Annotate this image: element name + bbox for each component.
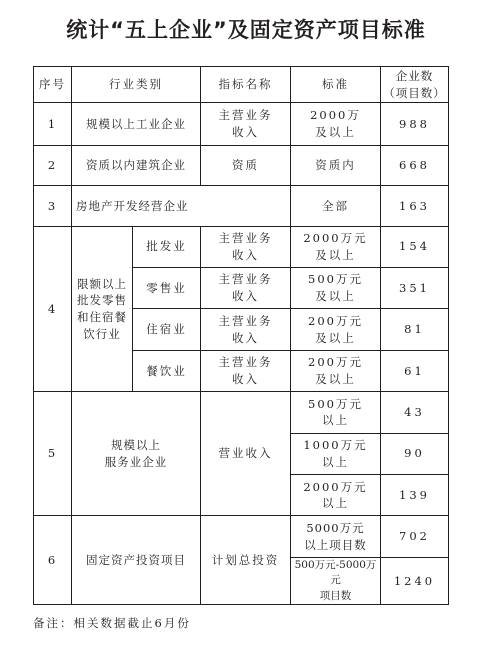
standards-table bbox=[33, 66, 449, 605]
standard-line1: 200万元 bbox=[308, 313, 363, 328]
standard-line1: 200万元 bbox=[308, 355, 363, 370]
header-count-line2: （项目数） bbox=[383, 85, 446, 100]
standard-line1: 2000万元 bbox=[303, 231, 368, 246]
standard-line2: 及以上 bbox=[315, 289, 356, 304]
row-count: 43 bbox=[381, 392, 449, 433]
table-row bbox=[34, 516, 449, 557]
indicator-line2: 收入 bbox=[232, 371, 259, 386]
indicator-line1: 主营业务 bbox=[218, 355, 273, 370]
row-indicator bbox=[201, 103, 291, 145]
row-standard bbox=[291, 350, 381, 391]
category-line2: 服务业企业 bbox=[104, 454, 168, 469]
row-indicator: 计划总投资 bbox=[201, 516, 291, 605]
standard-line1: 2000万 bbox=[310, 108, 361, 123]
row-standard bbox=[291, 516, 381, 557]
row-standard bbox=[291, 474, 381, 515]
standard-line1: 500万元 bbox=[308, 396, 363, 411]
row-standard: 全部 bbox=[291, 186, 381, 226]
row-category: 固定资产投资项目 bbox=[72, 516, 201, 605]
row-indicator bbox=[201, 267, 291, 308]
indicator-line1: 主营业务 bbox=[218, 231, 273, 246]
row-subcategory: 零售业 bbox=[133, 267, 201, 308]
standard-line2: 以上 bbox=[322, 496, 349, 511]
row-count: 139 bbox=[381, 474, 449, 515]
header-count bbox=[381, 67, 449, 103]
standard-line2: 及以上 bbox=[315, 125, 356, 140]
table-row bbox=[34, 226, 449, 267]
row-seq: 2 bbox=[34, 145, 72, 185]
row-indicator bbox=[201, 226, 291, 267]
table-row bbox=[34, 145, 449, 185]
row-subcategory: 批发业 bbox=[133, 226, 201, 267]
indicator-line1: 主营业务 bbox=[218, 313, 273, 328]
row-standard bbox=[291, 226, 381, 267]
row-count: 1240 bbox=[381, 557, 449, 604]
standard-line2: 及以上 bbox=[315, 247, 356, 262]
row-indicator: 资质 bbox=[201, 145, 291, 185]
row-count: 351 bbox=[381, 267, 449, 308]
standard-line2: 项目数 bbox=[319, 589, 352, 602]
row-count: 61 bbox=[381, 350, 449, 391]
row-seq: 1 bbox=[34, 103, 72, 145]
category-line3: 和住宿餐 bbox=[77, 309, 127, 324]
page-title: 统计“五上企业”及固定资产项目标准 bbox=[66, 18, 426, 42]
header-standard: 标准 bbox=[291, 67, 381, 103]
row-seq: 3 bbox=[34, 186, 72, 226]
standard-line2: 及以上 bbox=[315, 330, 356, 345]
header-count-line1: 企业数 bbox=[395, 69, 434, 83]
standard-line1: 500万元 bbox=[308, 272, 363, 287]
row-subcategory: 餐饮业 bbox=[133, 350, 201, 391]
row-count: 90 bbox=[381, 433, 449, 474]
table-row bbox=[34, 186, 449, 226]
row-seq: 5 bbox=[34, 392, 72, 516]
row-category bbox=[72, 226, 133, 392]
header-indicator: 指标名称 bbox=[201, 67, 291, 103]
row-indicator bbox=[201, 309, 291, 350]
row-count: 668 bbox=[381, 145, 449, 185]
row-indicator: 营业收入 bbox=[201, 392, 291, 516]
row-standard bbox=[291, 557, 381, 604]
row-standard bbox=[291, 433, 381, 474]
row-count: 988 bbox=[381, 103, 449, 145]
row-standard: 资质内 bbox=[291, 145, 381, 185]
indicator-line1: 主营业务 bbox=[218, 272, 273, 287]
row-standard bbox=[291, 267, 381, 308]
category-line4: 饮行业 bbox=[83, 326, 121, 341]
header-seq: 序号 bbox=[34, 67, 72, 103]
row-indicator bbox=[201, 350, 291, 391]
standard-line2: 以上项目数 bbox=[304, 537, 367, 552]
standard-line1: 500万元-5000万元 bbox=[294, 559, 377, 587]
standard-line2: 以上 bbox=[322, 454, 349, 469]
category-line2: 批发零售 bbox=[77, 293, 127, 308]
row-seq: 4 bbox=[34, 226, 72, 392]
indicator-line1: 主营业务 bbox=[218, 108, 273, 123]
category-line1: 限额以上 bbox=[77, 276, 127, 291]
header-category: 行业类别 bbox=[72, 67, 201, 103]
row-category bbox=[72, 392, 201, 516]
row-count: 163 bbox=[381, 186, 449, 226]
category-line1: 规模以上 bbox=[111, 438, 161, 453]
standard-line1: 1000万元 bbox=[303, 438, 368, 453]
row-count: 702 bbox=[381, 516, 449, 557]
row-count: 81 bbox=[381, 309, 449, 350]
standard-line2: 及以上 bbox=[315, 371, 356, 386]
indicator-line2: 收入 bbox=[232, 125, 259, 140]
indicator-line2: 收入 bbox=[232, 330, 259, 345]
table-header-row bbox=[34, 67, 449, 103]
row-subcategory: 住宿业 bbox=[133, 309, 201, 350]
indicator-line2: 收入 bbox=[232, 289, 259, 304]
row-seq: 6 bbox=[34, 516, 72, 605]
row-standard bbox=[291, 309, 381, 350]
standard-line1: 5000万元 bbox=[306, 520, 365, 535]
table-row bbox=[34, 103, 449, 145]
footnote: 备注：相关数据截止6月份 bbox=[33, 616, 191, 630]
row-category: 规模以上工业企业 bbox=[72, 103, 201, 145]
indicator-line2: 收入 bbox=[232, 247, 259, 262]
table-row bbox=[34, 392, 449, 433]
row-standard bbox=[291, 103, 381, 145]
row-category: 房地产开发经营企业 bbox=[72, 186, 291, 226]
row-count: 154 bbox=[381, 226, 449, 267]
standard-line1: 2000万元 bbox=[303, 479, 368, 494]
row-category: 资质以内建筑企业 bbox=[72, 145, 201, 185]
standard-line2: 以上 bbox=[322, 413, 349, 428]
row-standard bbox=[291, 392, 381, 433]
